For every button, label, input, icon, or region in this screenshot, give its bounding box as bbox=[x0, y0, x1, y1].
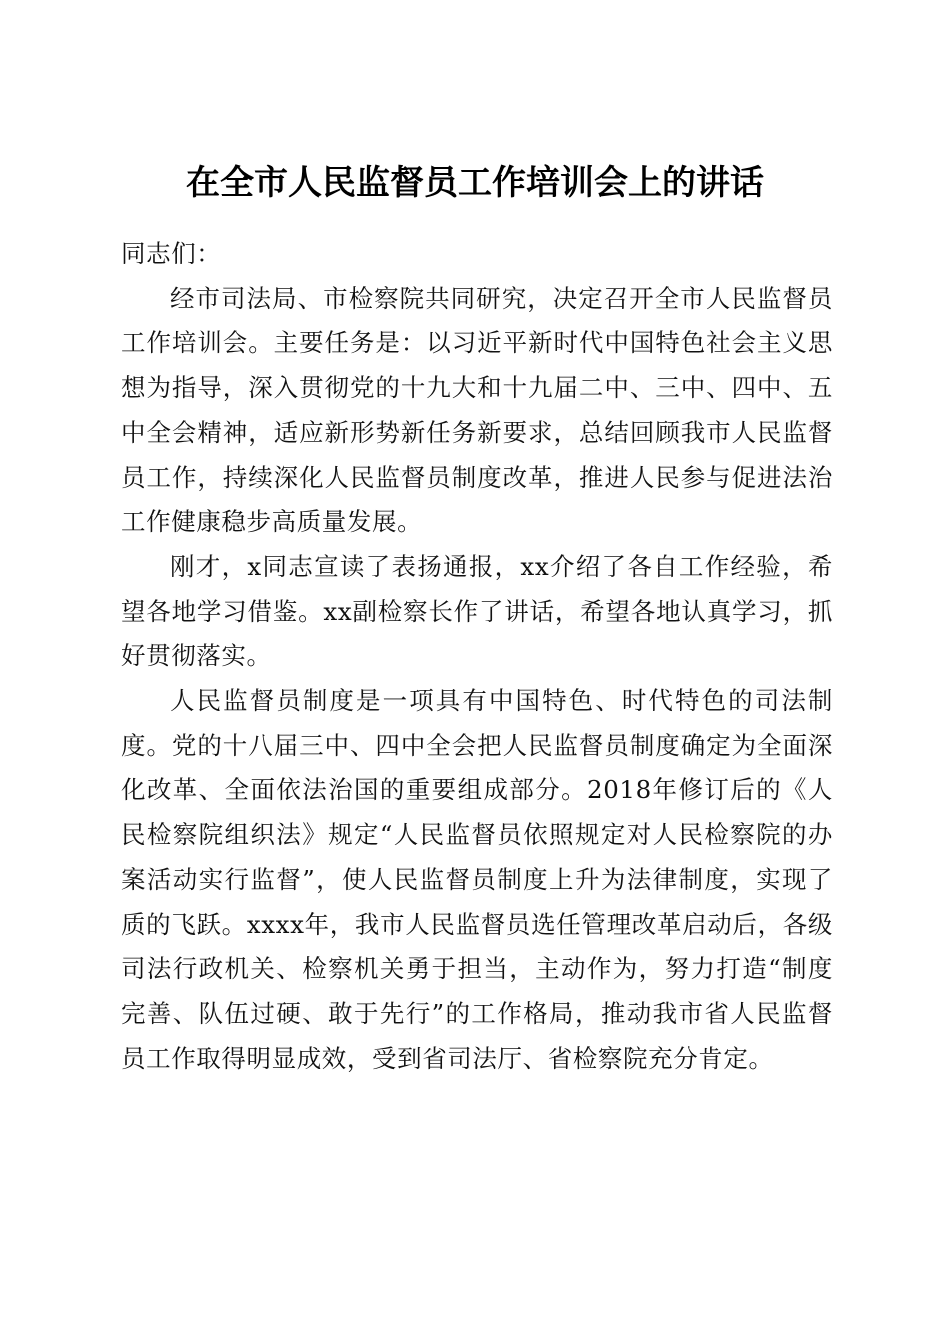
paragraph-1: 经市司法局、市检察院共同研究，决定召开全市人民监督员工作培训会。主要任务是：以习近平新时代中国特色社会主义思想为指导，深入贯彻党的十九大和十九届二中、三中、四中、五中全会精神，适应新形势新任务新要求，总结回顾我市人民监督员工作，持续深化人民监督员制度改革，推进人民参与促进法治工作健康稳步高质量发展。 bbox=[121, 283, 833, 537]
salutation: 同志们： bbox=[121, 239, 222, 268]
document-body bbox=[121, 232, 833, 1081]
paragraph-2: 刚才，x同志宣读了表扬通报，xx介绍了各自工作经验，希望各地学习借鉴。xx副检察长作了讲话，希望各地认真学习，抓好贯彻落实。 bbox=[121, 551, 833, 671]
document-title: 在全市人民监督员工作培训会上的讲话 bbox=[186, 162, 764, 203]
paragraph-3: 人民监督员制度是一项具有中国特色、时代特色的司法制度。党的十八届三中、四中全会把人民监督员制度确定为全面深化改革、全面依法治国的重要组成部分。2018年修订后的《人民检察院组织法》规定“人民监督员依照规定对人民检察院的办案活动实行监督”，使人民监督员制度上升为法律制度，实现了质的飞跃。xxxx年，我市人民监督员选任管理改革启动后，各级司法行政机关、检察机关勇于担当，主动作为，努力打造“制度完善、队伍过硬、敢于先行”的工作格局，推动我市省人民监督员工作取得明显成效，受到省司法厅、省检察院充分肯定。 bbox=[121, 686, 833, 1073]
